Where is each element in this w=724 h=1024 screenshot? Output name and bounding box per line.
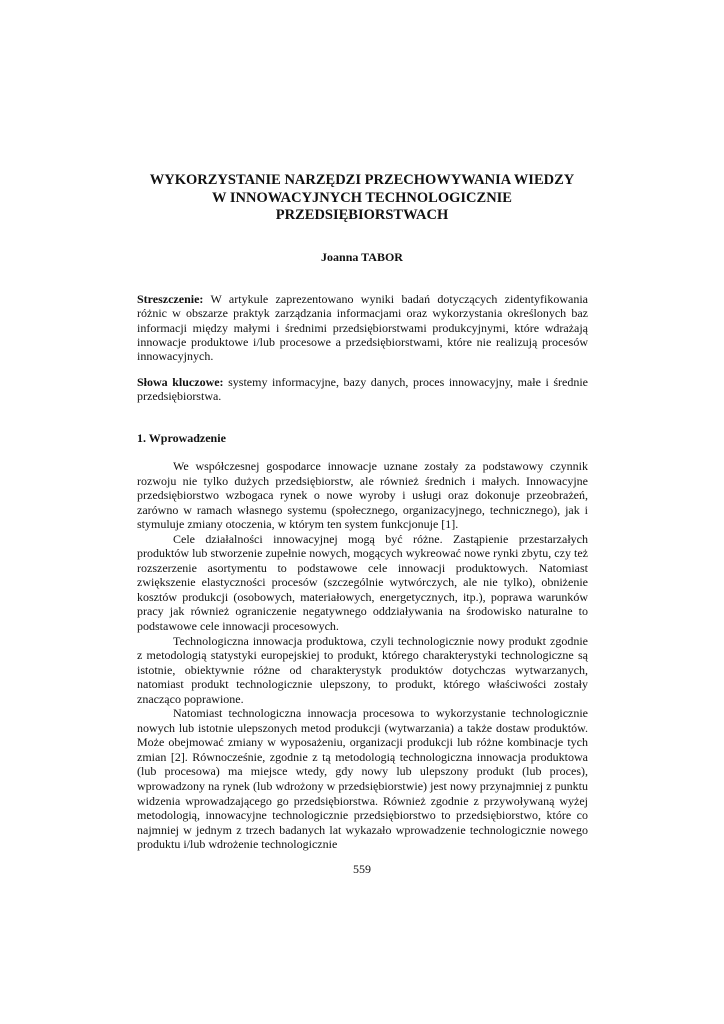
paper-title — [100, 172, 624, 225]
abstract-text: W artykule zaprezentowano wyniki badań dotyczących zidentyfikowania różnic w obszarze praktyk zarządzania informacjami oraz wykorzystania określonych baz informacji między małymi i średnimi przedsiębiorstwami produkcyjnymi, które wdrażają innowacje produktowe i/lub procesowe a przedsiębiorstwami, które nie realizują procesów innowacyjnych. — [137, 292, 588, 364]
title-line-1: WYKORZYSTANIE NARZĘDZI PRZECHOWYWANIA WIEDZY — [149, 172, 575, 188]
abstract-label: Streszczenie: — [137, 292, 204, 306]
body-paragraph: Technologiczna innowacja produktowa, czyli technologicznie nowy produkt zgodnie z metodologią statystyki europejskiej to produkt, którego charakterystyki technologiczne są istotnie, obiektywnie różne od charakterystyk produktów dotychczas wytwarzanych, natomiast produkt technologicznie ulepszony, to produkt, którego właściwości zostały znacząco poprawione. — [137, 633, 588, 706]
keywords-label: Słowa kluczowe: — [137, 375, 224, 389]
body-text — [137, 459, 588, 852]
abstract — [137, 292, 588, 364]
body-paragraph: We współczesnej gospodarce innowacje uznane zostały za podstawowy czynnik rozwoju nie tylko dużych przedsiębiorstw, ale również średnich i małych. Innowacyjne przedsiębiorstwo wzbogaca rynek o nowe wyroby i usługi oraz dokonuje przeobrażeń, zarówno w ramach własnego systemu (społecznego, organizacyjnego, technicznego), jak i stymuluje zmiany otoczenia, w którym ten system funkcjonuje [1]. — [137, 459, 588, 532]
keywords — [137, 375, 588, 404]
page-number: 559 — [353, 862, 371, 876]
section-heading: 1. Wprowadzenie — [137, 431, 226, 445]
title-line-3: PRZEDSIĘBIORSTWACH — [275, 207, 449, 223]
body-paragraph: Natomiast technologiczna innowacja procesowa to wykorzystanie technologicznie nowych lub istotnie ulepszonych metod produkcji (wytwarzania) a także dostaw produktów. Może obejmować zmiany w wyposażeniu, organizacji produkcji lub różne kombinacje tych zmian [2]. Równocześnie, zgodnie z tą metodologią technologiczna innowacja produktowa (lub procesowa) ma miejsce wtedy, gdy nowy lub ulepszony produkt (lub proces), wprowadzony na rynek (lub wdrożony w przedsiębiorstwie) jest nowy przynajmniej z punktu widzenia wprowadzającego go przedsiębiorstwa. Również zgodnie z przywoływaną wyżej metodologią, innowacyjne technologicznie przedsiębiorstwo to przedsiębiorstwo, które co najmniej w jednym z trzech badanych lat wykazało wprowadzenie technologicznie nowego produktu i/lub wdrożenie technologicznie — [137, 706, 588, 852]
author-name: Joanna TABOR — [321, 250, 403, 264]
title-line-2: W INNOWACYJNYCH TECHNOLOGICZNIE — [212, 189, 512, 206]
body-paragraph: Cele działalności innowacyjnej mogą być różne. Zastąpienie przestarzałych produktów lub stworzenie zupełnie nowych, mogących wykreować nowe rynki zbytu, czy też rozszerzenie asortymentu to podstawowe cele innowacji produktowych. Natomiast zwiększenie elastyczności procesów (szczególnie wytwórczych, ale nie tylko), obniżenie kosztów produkcji (osobowych, materiałowych, energetycznych, itp.), poprawa warunków pracy jak również ograniczenie negatywnego oddziaływania na środowisko naturalne to podstawowe cele innowacji procesowych. — [137, 531, 588, 634]
keywords-text: systemy informacyjne, bazy danych, proces innowacyjny, małe i średnie przedsiębiorstwa. — [137, 375, 589, 404]
